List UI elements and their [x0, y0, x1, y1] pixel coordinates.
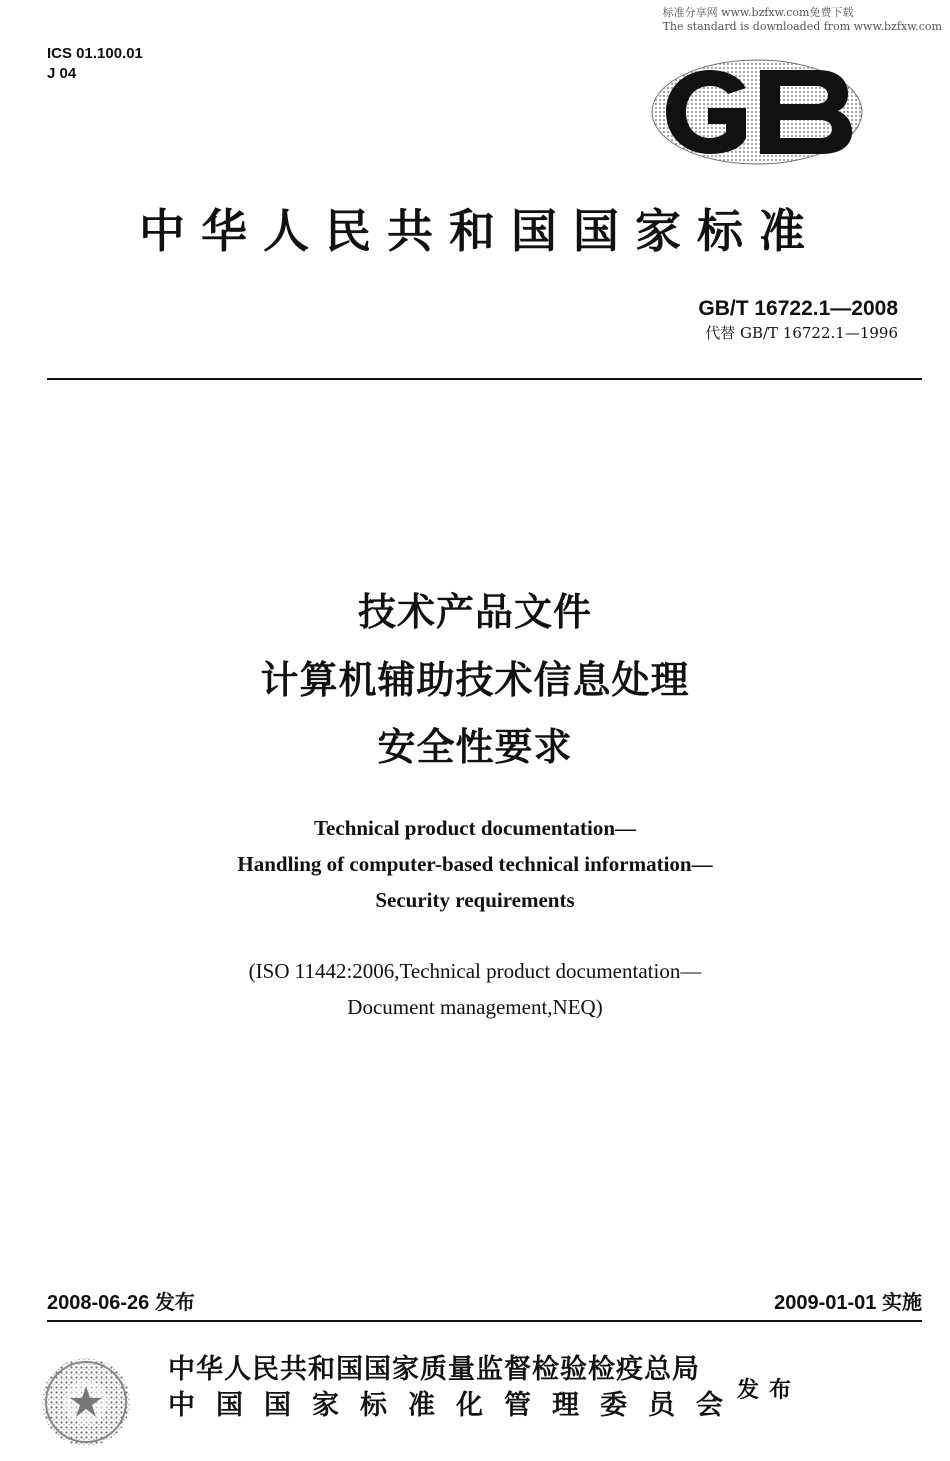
national-standard-title: 中华人民共和国国家标准	[139, 204, 821, 258]
publish-label: 发布	[737, 1378, 802, 1403]
download-watermark	[663, 6, 942, 34]
publisher-sac: 中国国家标准化管理委员会	[168, 1390, 744, 1421]
iso-reference-line-1: (ISO 11442:2006,Technical product documentation—	[248, 959, 702, 983]
watermark-line-1: 标准分享网 www.bzfxw.com免费下载	[662, 6, 854, 19]
official-seal-icon	[40, 1356, 132, 1448]
cn-title-line-2: 计算机辅助技术信息处理	[260, 658, 690, 702]
header-divider	[47, 378, 922, 380]
ccs-code: J 04	[47, 65, 77, 82]
publisher-aqsiq: 中华人民共和国国家质量监督检验检疫总局	[168, 1354, 700, 1385]
classification-codes	[47, 44, 143, 84]
en-title-line-2: Handling of computer-based technical information—	[237, 852, 713, 876]
cn-title-line-3: 安全性要求	[377, 725, 573, 769]
replaced-standard: 代替 GB/T 16722.1—1996	[705, 324, 898, 342]
implementation-date: 2009-01-01 实施	[774, 1292, 922, 1314]
en-title-line-1: Technical product documentation—	[313, 816, 637, 840]
footer-divider	[47, 1320, 922, 1322]
watermark-line-2: The standard is downloaded from www.bzfxw.com	[662, 20, 942, 33]
issue-date: 2008-06-26 发布	[47, 1292, 195, 1314]
gb-logo-icon	[650, 58, 865, 166]
cn-title-line-1: 技术产品文件	[357, 590, 592, 634]
ics-code: ICS 01.100.01	[47, 45, 143, 62]
standard-number: GB/T 16722.1—2008	[698, 297, 898, 320]
en-title-line-3: Security requirements	[375, 888, 575, 912]
iso-reference-line-2: Document management,NEQ)	[347, 995, 603, 1019]
